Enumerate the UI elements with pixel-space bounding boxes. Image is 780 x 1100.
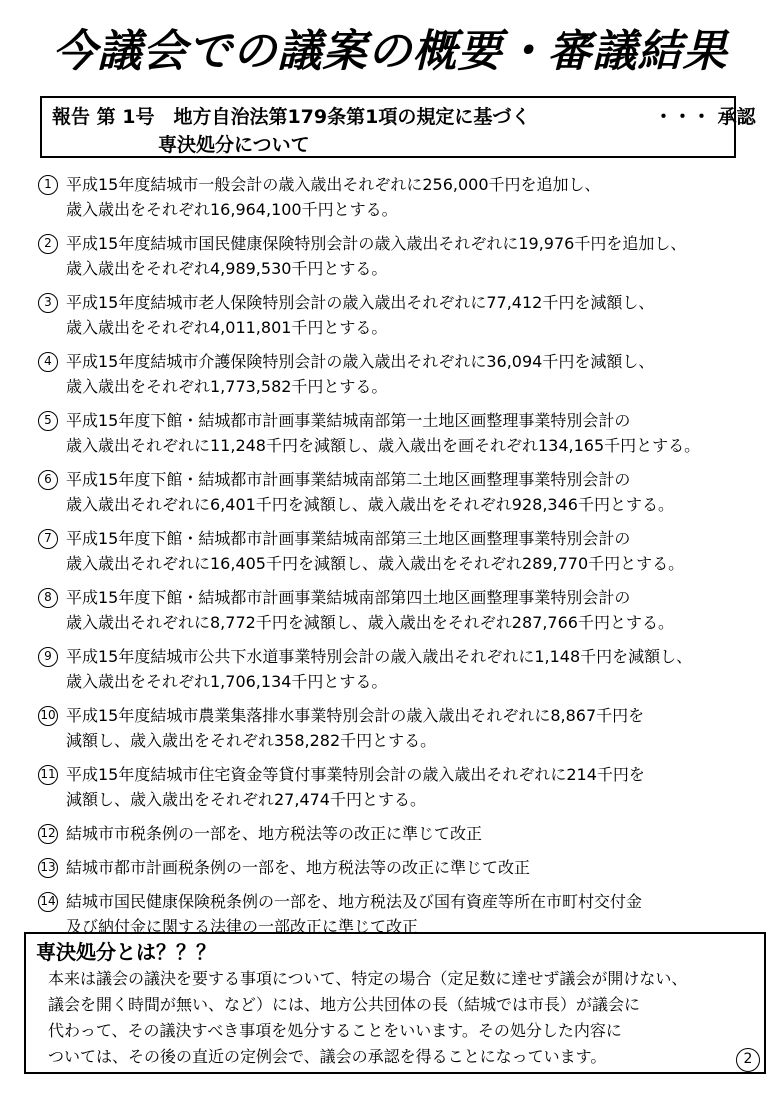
item-number-badge: 4 <box>38 352 58 372</box>
definition-line: ついては、その後の直近の定例会で、議会の承認を得ることになっています。 <box>48 1047 607 1066</box>
item-text-line: 歳入歳出をそれぞれ16,964,100千円とする。 <box>66 200 398 219</box>
item-text-line: 及び納付金に関する法律の一部改正に準じて改正 <box>66 917 419 936</box>
item-text-line: 歳入歳出それぞれに11,248千円を減額し、歳入歳出を画それぞれ134,165千円とする。 <box>66 436 701 455</box>
item-number-badge: 7 <box>38 529 58 549</box>
report-subject: 専決処分について <box>158 134 310 156</box>
item-text-line: 歳入歳出それぞれに16,405千円を減額し、歳入歳出をそれぞれ289,770千円とする。 <box>66 554 685 573</box>
list-item <box>38 644 768 694</box>
item-text-line: 平成15年度結城市農業集落排水事業特別会計の歳入歳出それぞれに8,867千円を <box>66 706 645 725</box>
item-text-line: 結城市都市計画税条例の一部を、地方税法等の改正に準じて改正 <box>66 858 531 877</box>
item-text-line: 歳入歳出をそれぞれ4,011,801千円とする。 <box>66 318 388 337</box>
item-text-line: 平成15年度結城市国民健康保険特別会計の歳入歳出それぞれに19,976千円を追加し、 <box>66 234 687 253</box>
list-item <box>38 349 768 399</box>
item-number-badge: 3 <box>38 293 58 313</box>
item-number-badge: 10 <box>38 706 58 726</box>
definition-title: 専決処分とは？？？ <box>36 940 216 964</box>
item-text-line: 平成15年度結城市老人保険特別会計の歳入歳出それぞれに77,412千円を減額し、 <box>66 293 655 312</box>
item-text-line: 歳入歳出をそれぞれ1,706,134千円とする。 <box>66 672 388 691</box>
item-text-line: 結城市市税条例の一部を、地方税法等の改正に準じて改正 <box>66 824 483 843</box>
item-text-line: 歳入歳出それぞれに6,401千円を減額し、歳入歳出をそれぞれ928,346千円とする。 <box>66 495 674 514</box>
item-list <box>38 172 768 948</box>
report-result: ・・・ 承認 <box>654 106 756 128</box>
item-text-line: 減額し、歳入歳出をそれぞれ27,474千円とする。 <box>66 790 426 809</box>
item-text-line: 平成15年度結城市介護保険特別会計の歳入歳出それぞれに36,094千円を減額し、 <box>66 352 655 371</box>
item-number-badge: 8 <box>38 588 58 608</box>
definition-line: 代わって、その議決すべき事項を処分することをいいます。その処分した内容に <box>48 1021 622 1040</box>
list-item <box>38 703 768 753</box>
item-text-line: 歳入歳出それぞれに8,772千円を減額し、歳入歳出をそれぞれ287,766千円とする。 <box>66 613 674 632</box>
report-heading: 報告 第 1号 地方自治法第179条第1項の規定に基づく <box>52 106 531 128</box>
list-item <box>38 762 768 812</box>
list-item <box>38 408 768 458</box>
item-text-line: 平成15年度下館・結城都市計画事業結城南部第二土地区画整理事業特別会計の <box>66 470 631 489</box>
list-item <box>38 855 768 880</box>
item-number-badge: 6 <box>38 470 58 490</box>
definition-box <box>24 932 766 1074</box>
item-number-badge: 9 <box>38 647 58 667</box>
item-number-badge: 12 <box>38 824 58 844</box>
list-item <box>38 172 768 222</box>
item-number-badge: 14 <box>38 892 58 912</box>
item-text-line: 歳入歳出をそれぞれ4,989,530千円とする。 <box>66 259 388 278</box>
item-number-badge: 2 <box>38 234 58 254</box>
item-text-line: 結城市国民健康保険税条例の一部を、地方税法及び国有資産等所在市町村交付金 <box>66 892 643 911</box>
page-title: 今議会での議案の概要・審議結果 <box>52 26 728 77</box>
item-text-line: 平成15年度下館・結城都市計画事業結城南部第三土地区画整理事業特別会計の <box>66 529 631 548</box>
item-text-line: 平成15年度下館・結城都市計画事業結城南部第四土地区画整理事業特別会計の <box>66 588 631 607</box>
list-item <box>38 526 768 576</box>
item-text-line: 平成15年度結城市住宅資金等貸付事業特別会計の歳入歳出それぞれに214千円を <box>66 765 645 784</box>
page-number: 2 <box>736 1048 760 1072</box>
list-item <box>38 290 768 340</box>
list-item <box>38 467 768 517</box>
item-text-line: 平成15年度下館・結城都市計画事業結城南部第一土地区画整理事業特別会計の <box>66 411 631 430</box>
definition-line: 本来は議会の議決を要する事項について、特定の場合（定足数に達せず議会が開けない、 <box>48 969 688 988</box>
report-box <box>40 96 756 158</box>
item-number-badge: 11 <box>38 765 58 785</box>
item-number-badge: 1 <box>38 175 58 195</box>
list-item <box>38 585 768 635</box>
list-item <box>38 231 768 281</box>
item-text-line: 減額し、歳入歳出をそれぞれ358,282千円とする。 <box>66 731 437 750</box>
item-text-line: 歳入歳出をそれぞれ1,773,582千円とする。 <box>66 377 388 396</box>
item-number-badge: 5 <box>38 411 58 431</box>
definition-body <box>48 966 760 1070</box>
item-text-line: 平成15年度結城市公共下水道事業特別会計の歳入歳出それぞれに1,148千円を減額し、 <box>66 647 693 666</box>
item-text-line: 平成15年度結城市一般会計の歳入歳出それぞれに256,000千円を追加し、 <box>66 175 601 194</box>
item-number-badge: 13 <box>38 858 58 878</box>
list-item <box>38 821 768 846</box>
definition-line: 議会を開く時間が無い、など）には、地方公共団体の長（結城では市長）が議会に <box>48 995 641 1014</box>
